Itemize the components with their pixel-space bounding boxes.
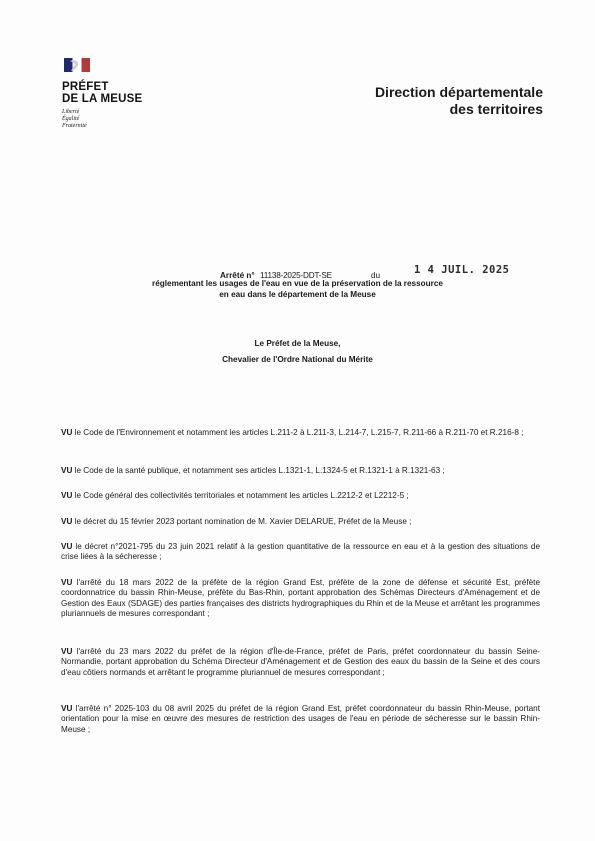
marianne-emblem-icon <box>64 58 90 72</box>
direction-line-2: des territoires <box>449 101 543 117</box>
arrete-subject-line-2: en eau dans le département de la Meuse <box>219 290 376 299</box>
visa-item: VU le Code de la santé publique, et notamment ses articles L.1321-1, L.1324-5 et R.1321-1 à R.1321-63 ; <box>61 466 445 475</box>
visa-item: VU le décret n°2021-795 du 23 juin 2021 relatif à la gestion quantitative de la ressource en eau et à la gestion des situations de crise liées à la sécheresse ; <box>61 542 540 562</box>
arrete-title <box>60 266 535 300</box>
date-stamp: 1 4 JUIL. 2025 <box>414 264 510 276</box>
arrete-number-label: Arrêté n° <box>220 271 255 280</box>
prefet-name <box>62 81 172 105</box>
prefet-title: Le Préfet de la Meuse, <box>254 339 341 348</box>
visa-item: VU l'arrêté n° 2025-103 du 08 avril 2025 du préfet de la région Grand Est, préfet coordonnateur du bassin Rhin-Meuse, portant orientation pour la mise en œuvre des mesures de restriction des usages de l'eau en période de sécheresse sur le bassin Rhin-Meuse ; <box>61 704 540 734</box>
visa-item: VU le décret du 15 février 2023 portant nomination de M. Xavier DELARUE, Préfet de la Meuse ; <box>61 517 412 526</box>
motto-fraternite: Fraternité <box>62 123 87 130</box>
republic-motto <box>62 109 172 131</box>
motto-egalite: Égalité <box>62 116 80 123</box>
prefet-line-2: DE LA MEUSE <box>62 93 143 105</box>
prefet-signatory <box>180 336 415 368</box>
visa-item: VU le Code de l'Environnement et notamment les articles L.211-2 à L.211-3, L.214-7, L.215-7, R.211-66 à R.211-70 et R.216-8 ; <box>61 428 524 437</box>
prefet-honor: Chevalier de l'Ordre National du Mérite <box>222 355 373 364</box>
visa-item: VU l'arrêté du 23 mars 2022 du préfet de la région d'Île-de-France, préfet de Paris, préfet coordonnateur du bassin Seine-Normandie, portant approbation du Schéma Directeur d'Aménagement et de Gestion des eaux du bassin de la Seine et des cours d'eau côtiers normands et arrêtant le programme pluriannuel de mesures correspondant ; <box>61 647 540 677</box>
direction-title <box>375 84 543 118</box>
direction-line-1: Direction départementale <box>374 84 543 100</box>
motto-liberte: Liberté <box>62 109 80 115</box>
arrete-number-value: 11138-2025-DDT-SE <box>260 271 332 280</box>
visa-item: VU l'arrêté du 18 mars 2022 de la préfète de la région Grand Est, préfète de la zone de défense et sécurité Est, préfète coordonnatrice du bassin Rhin-Meuse, préfète du Bas-Rhin, portant approbation des Schémas Directeurs d'Aménagement et de Gestion des Eaux (SDAGE) des parties françaises des districts hydrographiques du Rhin et de la Meuse et arrêtant les programmes pluriannuels de mesures correspondant ; <box>61 578 540 619</box>
arrete-du-label: du <box>371 271 381 280</box>
prefecture-logo <box>62 58 172 131</box>
arrete-number-line <box>60 266 535 278</box>
prefet-line-1: PRÉFET <box>62 81 109 93</box>
visa-item: VU le Code général des collectivités territoriales et notamment les articles L.2212-2 et L2212-5 ; <box>61 491 409 500</box>
arrete-subject-line-1: réglementant les usages de l'eau en vue de la préservation de la ressource <box>152 279 443 288</box>
